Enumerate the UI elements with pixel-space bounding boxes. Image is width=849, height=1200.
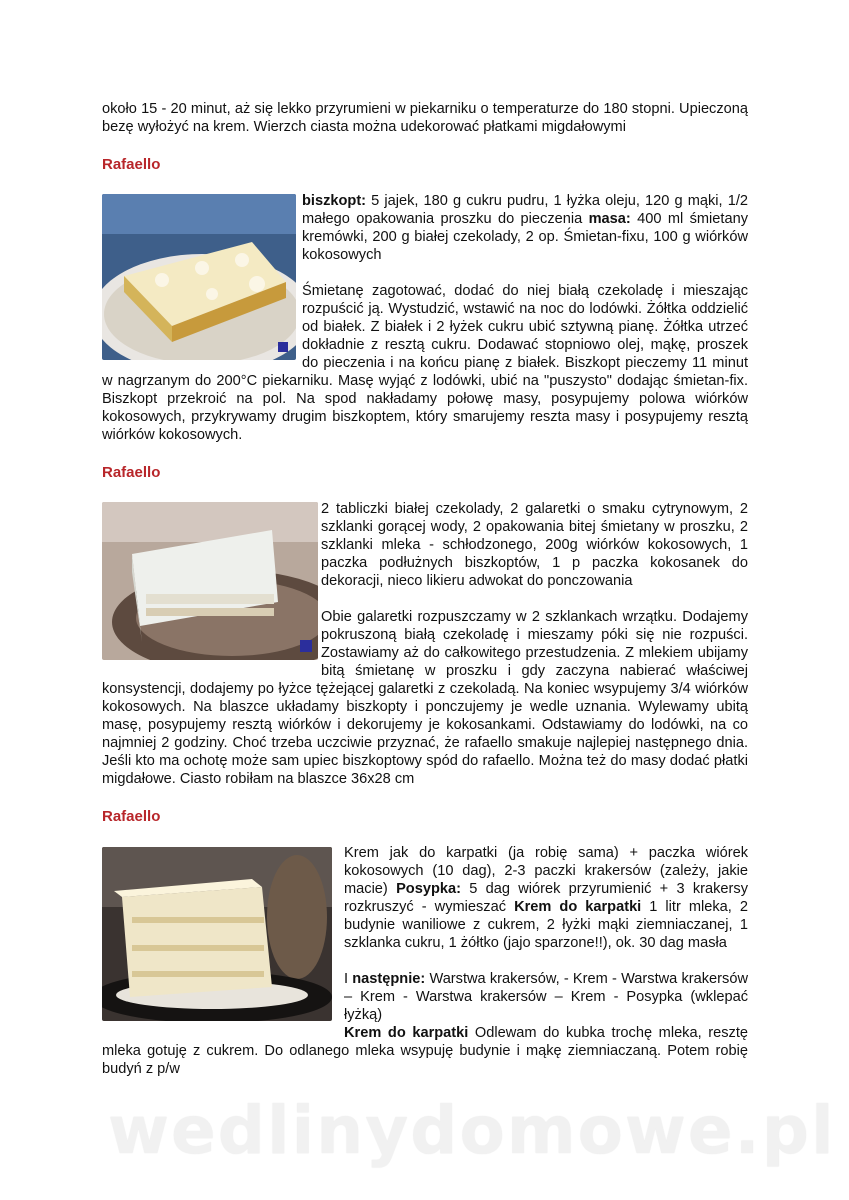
document-page xyxy=(102,100,748,1078)
recipe-1 xyxy=(102,192,748,444)
bold-label: Krem do karpatki xyxy=(344,1025,469,1041)
site-watermark: wedlinydomowe.pl xyxy=(108,1092,836,1169)
recipe-title: Rafaello xyxy=(102,464,161,481)
cake-photo-1 xyxy=(102,194,296,360)
bold-label: Posypka: xyxy=(396,881,461,897)
recipe-2 xyxy=(102,500,748,788)
bold-label: następnie: xyxy=(352,971,426,987)
cake-photo-3 xyxy=(102,847,332,1021)
bold-label: Krem do karpatki xyxy=(514,899,642,915)
recipe-3 xyxy=(102,844,748,1078)
cake-photo-2 xyxy=(102,502,318,660)
recipe-title: Rafaello xyxy=(102,808,161,825)
recipe-3-layering: I następnie: Warstwa krakersów, - Krem - Warstwa krakersów – Krem - Warstwa krakersów – Krem - Posypka (wklepać łyżką) xyxy=(344,971,748,1023)
recipe-1-method: Śmietanę zagotować, dodać do niej białą czekoladę i mieszając rozpuścić ją. Wystudzić, wstawić na noc do lodówki. Żółtka oddzielić od białek. Z białek i 2 łyżek cukru ubić sztywną pianę. Żółtka utrzeć dokładnie z resztą cukru. Dodawać stopniowo olej, mąkę, proszek do pieczenia i na końcu pianę z białek. Biszkopt pieczemy 11 minut w nagrzanym do 200°C piekarniku. Masę wyjąć z lodówki, ubić na "puszysto" dodając śmietan-fix. Biszkopt przekroić na pol. Na spod nakładamy połowę masy, posypujemy polowa wiórków kokosowych, przykrywamy drugim biszkoptem, który smarujemy reszta masy i posypujemy resztą wiórków kokosowych. xyxy=(102,283,748,443)
recipe-3-cream: Krem do karpatki Odlewam do kubka trochę mleka, resztę mleka gotuję z cukrem. Do odlanego mleka wsypuję budynie i mąkę ziemniaczaną. Potem robię budyń z p/w xyxy=(102,1025,748,1077)
recipe-2-ingredients: 2 tabliczki białej czekolady, 2 galaretki o smaku cytrynowym, 2 szklanki gorącej wody, 2 opakowania bitej śmietany w proszku, 2 szklanki mleka - schłodzonego, 200g wiórków kokosowych, 1 paczka podłużnych biszkoptów, 1 p paczka kokosanek do dekoracji, nieco likieru adwokat do ponczowania xyxy=(321,501,748,589)
bold-label: biszkopt: xyxy=(302,193,367,209)
recipe-3-ingredients: Krem jak do karpatki (ja robię sama) + paczka wiórek kokosowych (10 dag), 2-3 paczki krakersów (zależy, jakie macie) Posypka: 5 dag wiórek przyrumienić + 3 krakersy rozkruszyć - wymieszać Krem do karpatki 1 litr mleka, 2 budynie waniliowe z cukrem, 2 łyżki mąki ziemniaczanej, 1 szklanka cukru, 1 żółtko (jajo sparzone!!), ok. 30 dag masła xyxy=(344,845,748,951)
recipe-title: Rafaello xyxy=(102,156,161,173)
recipe-1-ingredients: biszkopt: 5 jajek, 180 g cukru pudru, 1 łyżka oleju, 120 g mąki, 1/2 małego opakowania proszku do pieczenia masa: 400 ml śmietany kremówki, 200 g białej czekolady, 2 op. Śmietan-fixu, 100 g wiórków kokosowych xyxy=(302,193,748,263)
bold-label: masa: xyxy=(588,211,631,227)
intro-paragraph: około 15 - 20 minut, aż się lekko przyrumieni w piekarniku o temperaturze do 180 stopni. Upieczoną bezę wyłożyć na krem. Wierzch ciasta można udekorować płatkami migdałowymi xyxy=(102,101,748,135)
recipe-2-method: Obie galaretki rozpuszczamy w 2 szklankach wrzątku. Dodajemy pokruszoną białą czekoladę i mieszamy póki się nie rozpuści. Zostawiamy aż do całkowitego przestudzenia. Z mlekiem ubijamy bitą śmietanę w proszku i gdy zaczyna nabierać właściwej konsystencji, dodajemy po łyżce tężejącej galaretki z czekoladą. Na koniec wsypujemy 3/4 wiórków kokosowych. Na blaszce układamy biszkopty i ponczujemy je wedle uznania. Wylewamy ubitą masę, posypujemy resztą wiórków i dekorujemy je kokosankami. Odstawiamy do lodówki, na co najmniej 2 godziny. Choć trzeba uczciwie przyznać, że rafaello smakuje najlepiej następnego dnia. Jeśli kto ma ochotę może sam upiec biszkoptowy spód do rafaello. Można też do masy dodać płatki migdałowe. Ciasto robiłam na blaszce 36x28 cm xyxy=(102,609,748,787)
